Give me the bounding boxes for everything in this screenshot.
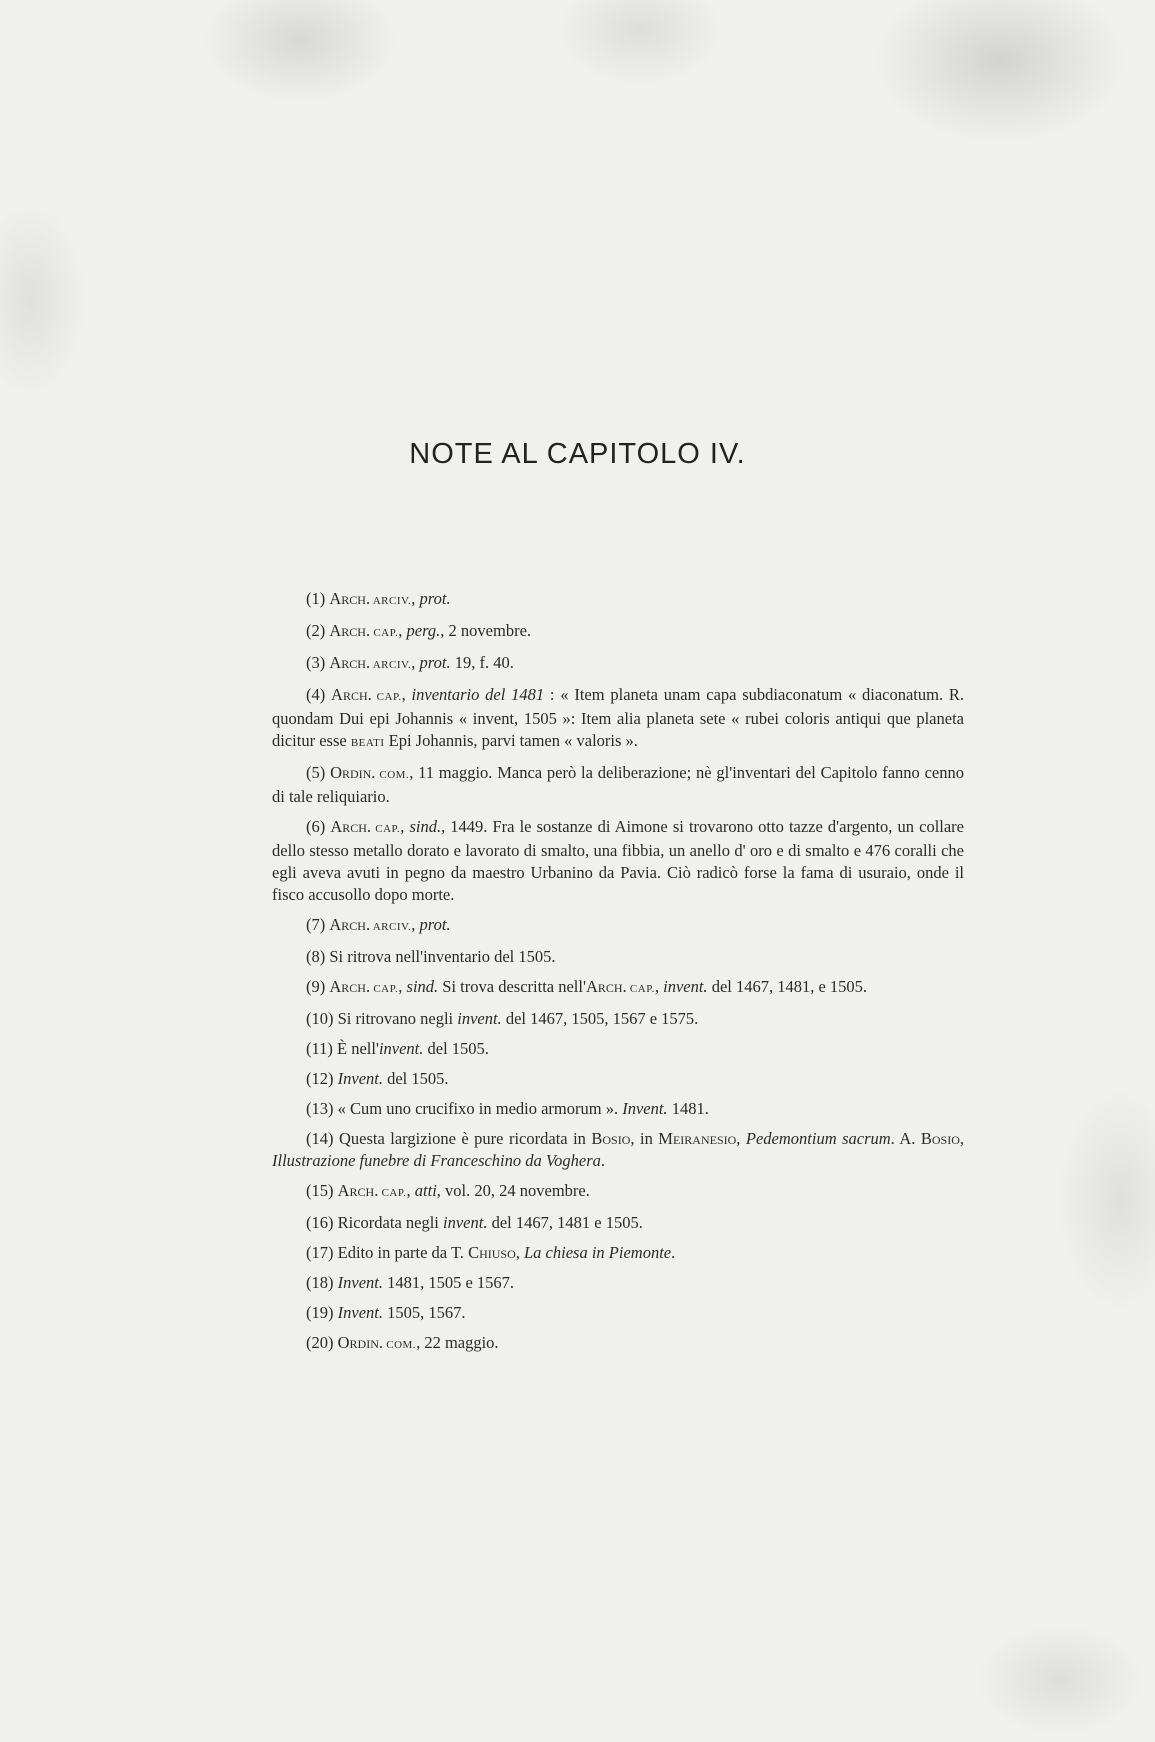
footnote: (15) Arch. CAP., atti, vol. 20, 24 novembre. bbox=[306, 1181, 590, 1200]
footnote: (17) Edito in parte da T. Chiuso, La chiesa in Piemonte. bbox=[306, 1243, 676, 1262]
footnote: (12) Invent. del 1505. bbox=[306, 1069, 449, 1088]
footnote: (6) Arch. CAP., sind., 1449. Fra le sostanze di Aimone si trovarono otto tazze d'argento, un collare dello stesso metallo dorato e lavorato di smalto, una fibbia, un anello d' oro e di smalto e 476 coralli che egli aveva avuti in pegno da maestro Urbanino da Pavia. Ciò radicò forse la fama di usuraio, onde il fisco accusollo dopo morte. bbox=[272, 817, 964, 904]
footnote: (16) Ricordata negli invent. del 1467, 1481 e 1505. bbox=[306, 1213, 643, 1232]
footnote: (14) Questa largizione è pure ricordata in Bosio, in Meiranesio, Pedemontium sacrum. A. Bosio, Illustrazione funebre di Franceschino da Voghera. bbox=[272, 1129, 965, 1170]
footnote: (19) Invent. 1505, 1567. bbox=[306, 1303, 466, 1322]
footnote: (1) Arch. ARCIV., prot. bbox=[306, 589, 451, 608]
footnote: (2) Arch. CAP., perg., 2 novembre. bbox=[306, 621, 532, 640]
notes-list bbox=[272, 588, 964, 1364]
footnote: (13) « Cum uno crucifixo in medio armorum ». Invent. 1481. bbox=[306, 1099, 709, 1118]
footnote: (5) Ordin. COM., 11 maggio. Manca però la deliberazione; nè gl'inventari del Capitolo fanno cenno di tale reliquiario. bbox=[272, 763, 965, 806]
footnote: (8) Si ritrova nell'inventario del 1505. bbox=[306, 947, 556, 966]
footnote: (18) Invent. 1481, 1505 e 1567. bbox=[306, 1273, 515, 1292]
footnote: (10) Si ritrovano negli invent. del 1467, 1505, 1567 e 1575. bbox=[306, 1009, 699, 1028]
footnote: (7) Arch. ARCIV., prot. bbox=[306, 915, 451, 934]
footnote: (20) Ordin. COM., 22 maggio. bbox=[306, 1333, 499, 1352]
footnote: (4) Arch. CAP., inventario del 1481 : « Item planeta unam capa subdiaconatum « diaconatum. R. quondam Dui epi Johannis « invent, 1505 »: Item alia planeta sete « rubei coloris antiqui que planeta dicitur esse BEATI Epi Johannis, parvi tamen « valoris ». bbox=[272, 685, 965, 750]
footnote: (3) Arch. ARCIV., prot. 19, f. 40. bbox=[306, 653, 514, 672]
footnote: (9) Arch. CAP., sind. Si trova descritta nell'Arch. CAP., invent. del 1467, 1481, e 1505. bbox=[306, 977, 868, 996]
chapter-notes-title: NOTE AL CAPITOLO IV. bbox=[409, 438, 746, 470]
footnote: (11) È nell'invent. del 1505. bbox=[306, 1039, 489, 1058]
